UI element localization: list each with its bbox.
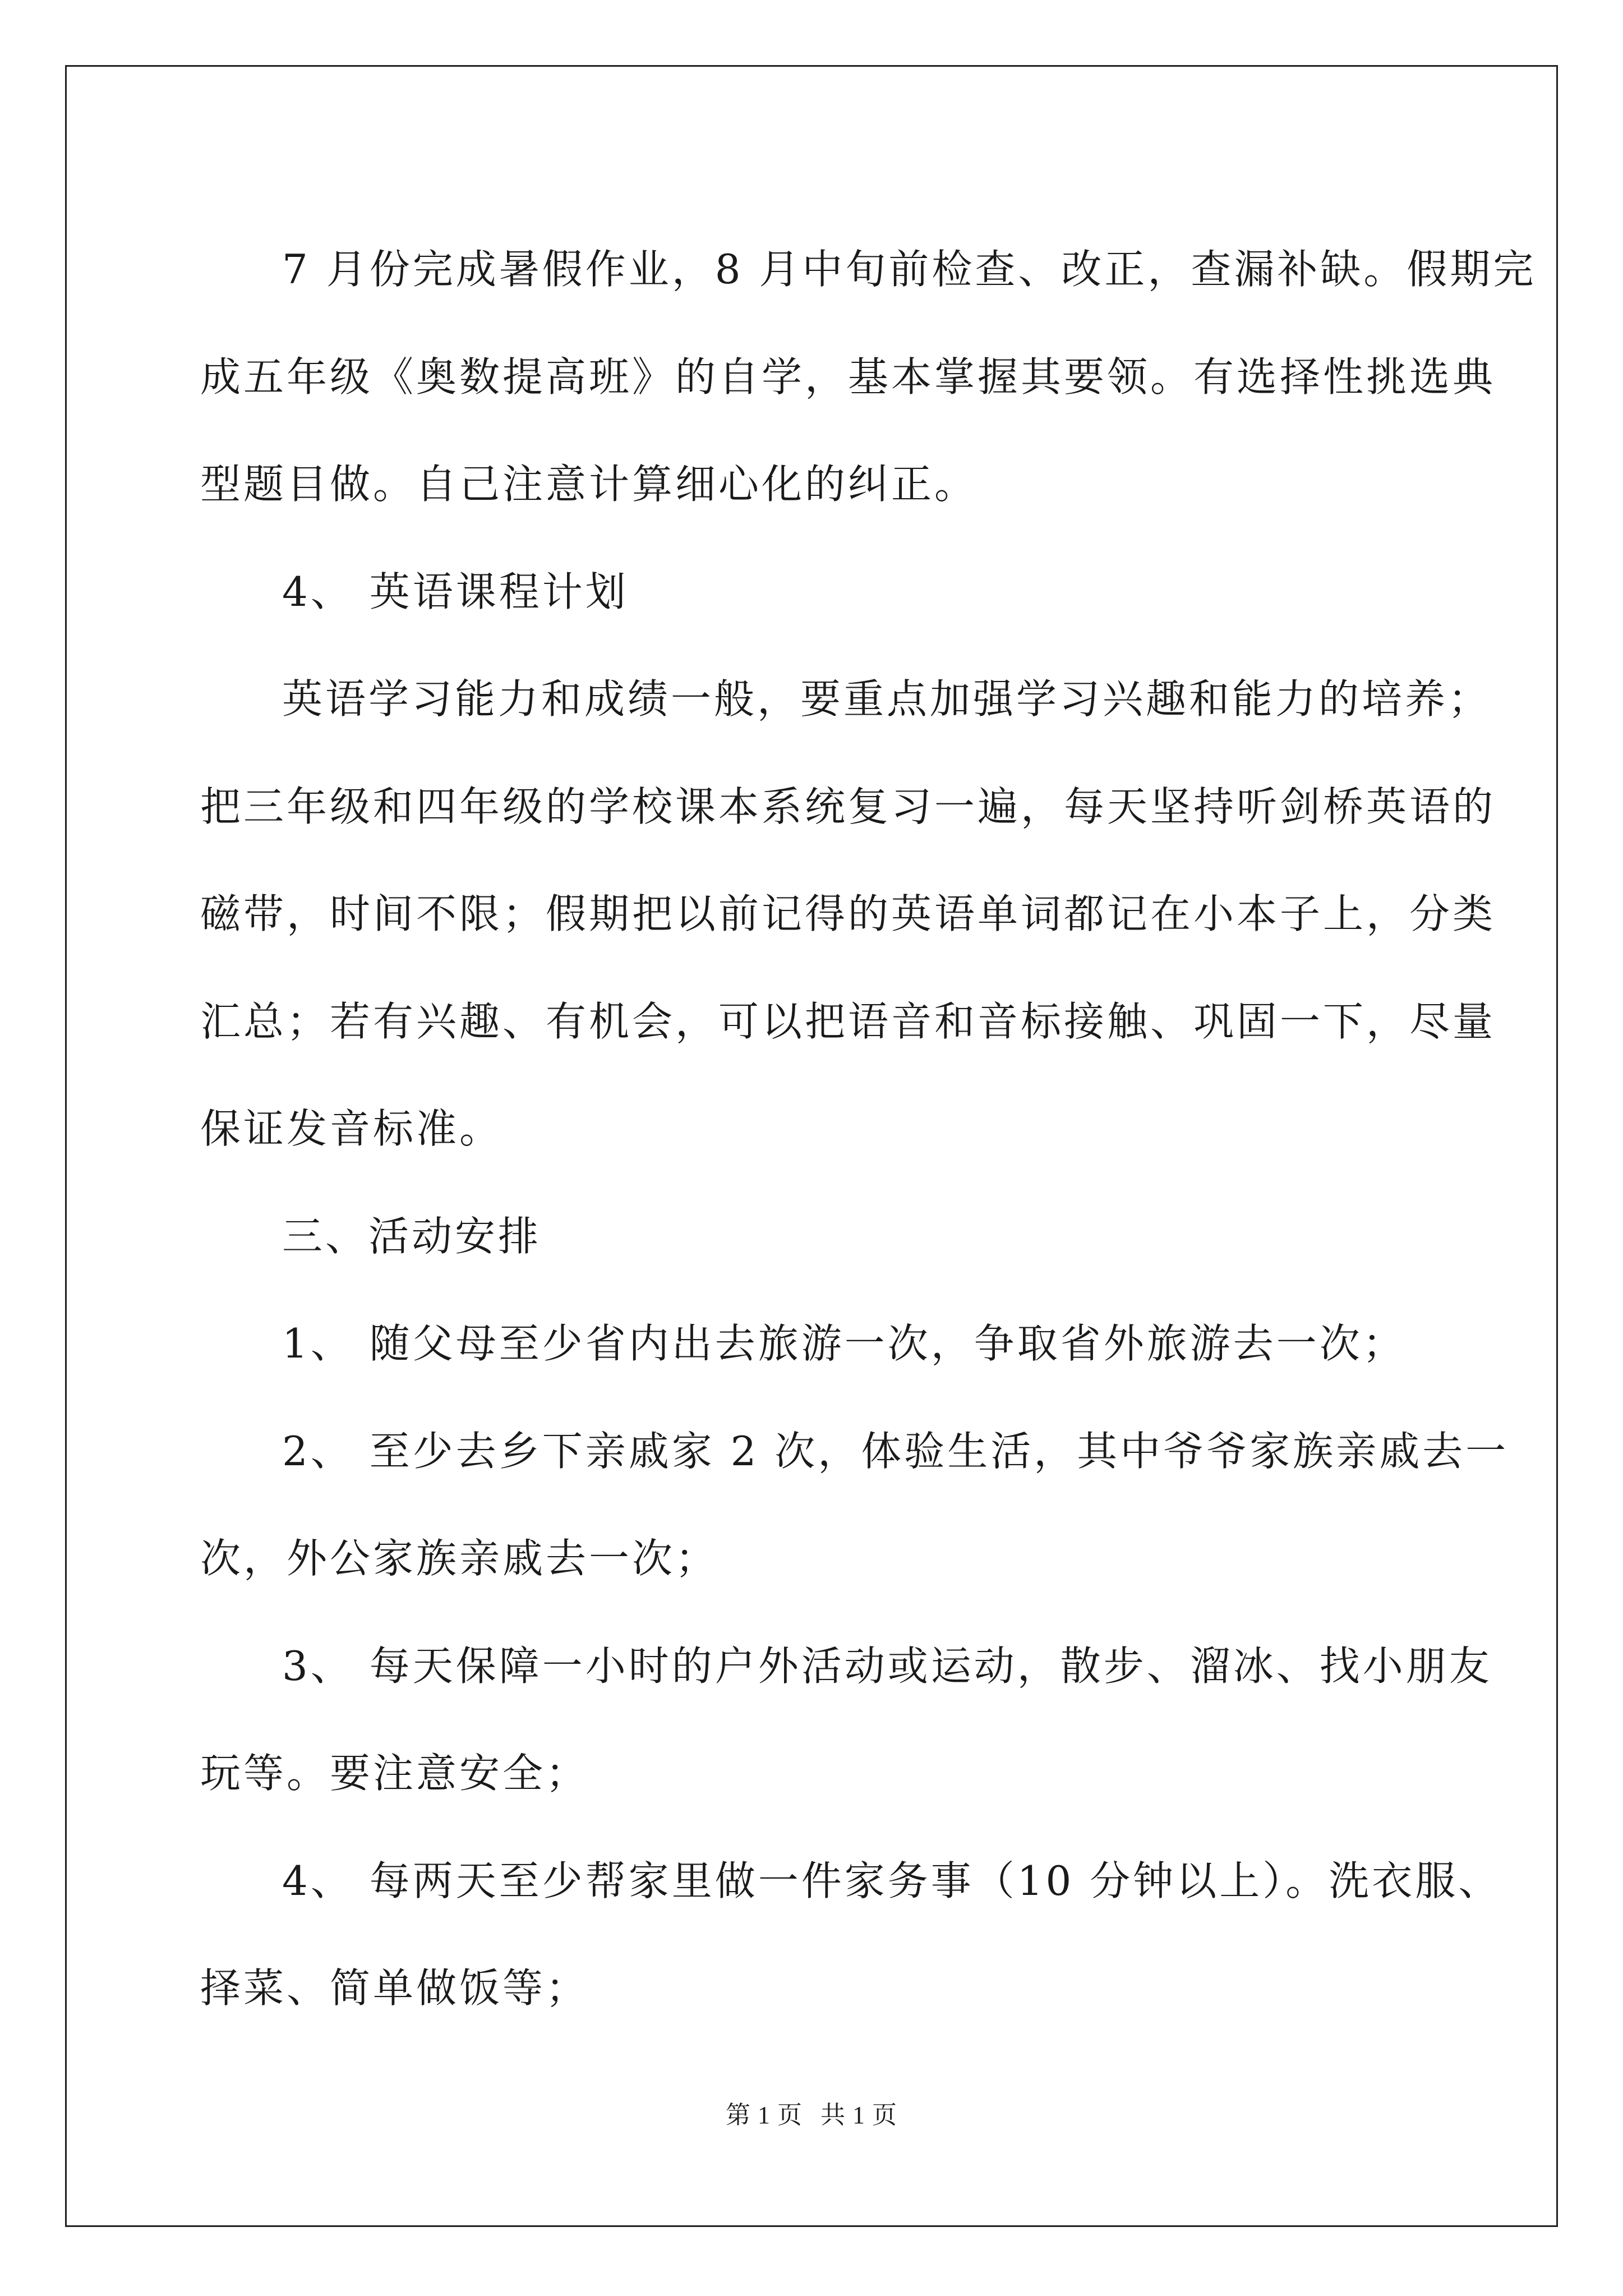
text-line: 成五年级《奥数提高班》的自学，基本掌握其要领。有选择性挑选典	[200, 353, 1496, 401]
text-line: 7 月份完成暑假作业，8 月中旬前检查、改正，查漏补缺。假期完	[282, 246, 1537, 293]
section-heading: 三、活动安排	[282, 1212, 542, 1260]
section-heading: 4、 英语课程计划	[282, 568, 629, 615]
text-line: 择菜、简单做饭等；	[200, 1964, 589, 2012]
text-line: 次，外公家族亲戚去一次；	[200, 1535, 719, 1582]
text-line: 英语学习能力和成绩一般，要重点加强学习兴趣和能力的培养；	[282, 675, 1492, 723]
page-number-current: 第 1 页	[726, 2101, 803, 2129]
text-line: 把三年级和四年级的学校课本系统复习一遍，每天坚持听剑桥英语的	[200, 783, 1496, 830]
text-line: 玩等。要注意安全；	[200, 1750, 589, 1797]
text-line: 保证发音标准。	[200, 1105, 503, 1152]
page-footer	[0, 2095, 1623, 2131]
document-body	[200, 216, 1537, 2042]
page-number-total: 共 1 页	[820, 2101, 897, 2129]
text-line: 磁带，时间不限；假期把以前记得的英语单词都记在小本子上，分类	[200, 890, 1496, 937]
list-item: 3、 每天保障一小时的户外活动或运动，散步、溜冰、找小朋友	[282, 1642, 1492, 1690]
list-item: 4、 每两天至少帮家里做一件家务事（10 分钟以上）。洗衣服、	[282, 1857, 1502, 1904]
text-line: 汇总；若有兴趣、有机会，可以把语音和音标接触、巩固一下，尽量	[200, 997, 1496, 1045]
text-line: 型题目做。自己注意计算细心化的纠正。	[200, 461, 978, 508]
list-item: 2、 至少去乡下亲戚家 2 次，体验生活，其中爷爷家族亲戚去一	[282, 1427, 1509, 1475]
list-item: 1、 随父母至少省内出去旅游一次，争取省外旅游去一次；	[282, 1320, 1406, 1367]
